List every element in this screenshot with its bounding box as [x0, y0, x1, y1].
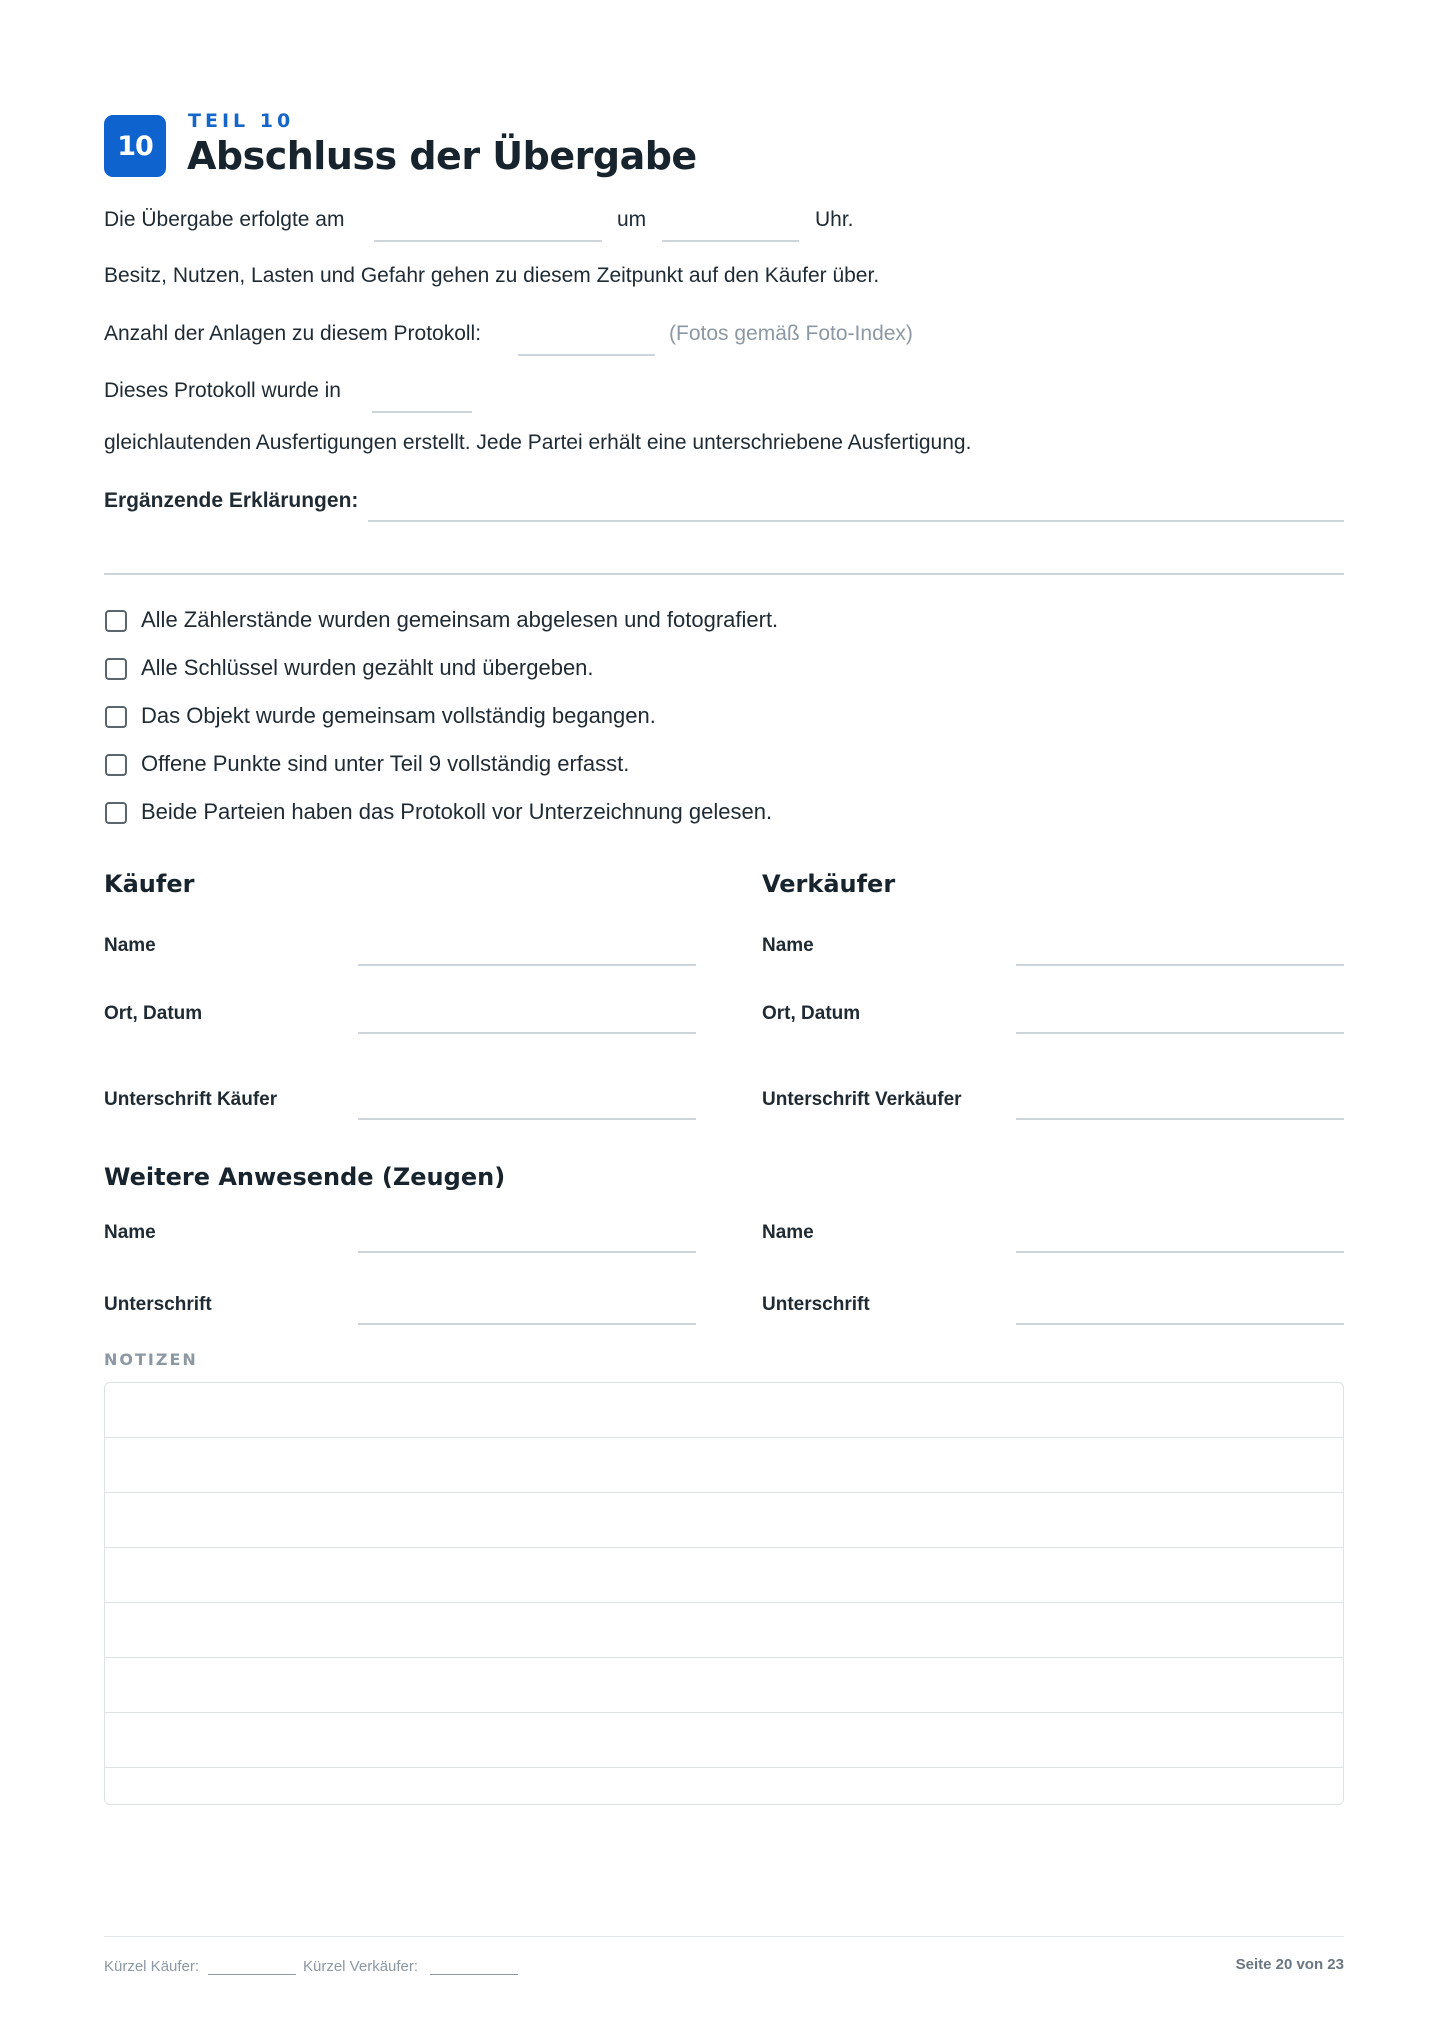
- notes-line: [105, 1767, 1343, 1768]
- copies-label: Dieses Protokoll wurde in: [104, 379, 341, 402]
- witness-right-signature-label: Unterschrift: [762, 1294, 870, 1315]
- buyer-initials-label: Kürzel Käufer:: [104, 1958, 200, 1975]
- witness-right-name-label: Name: [762, 1222, 814, 1243]
- checkbox-meter-readings[interactable]: [105, 610, 127, 632]
- buyer-signature-field[interactable]: [358, 1118, 696, 1120]
- buyer-heading: Käufer: [104, 870, 195, 898]
- footer-divider: [104, 1936, 1344, 1937]
- seller-initials-field[interactable]: [430, 1974, 518, 1975]
- section-number-badge: 10: [104, 115, 166, 177]
- notes-area[interactable]: [104, 1382, 1344, 1805]
- buyer-name-label: Name: [104, 935, 156, 956]
- page-number: Seite 20 von 23: [1235, 1956, 1344, 1973]
- buyer-initials-field[interactable]: [208, 1974, 296, 1975]
- buyer-place-date-field[interactable]: [358, 1032, 696, 1034]
- notes-line: [105, 1492, 1343, 1493]
- supplementary-label: Ergänzende Erklärungen:: [104, 489, 359, 512]
- handover-time-label: um: [617, 208, 647, 231]
- handover-time-suffix: Uhr.: [815, 208, 854, 231]
- witness-right-signature-field[interactable]: [1016, 1323, 1344, 1325]
- attachments-label: Anzahl der Anlagen zu diesem Protokoll:: [104, 322, 482, 345]
- section-eyebrow: TEIL 10: [188, 110, 295, 132]
- checkbox-protocol-read[interactable]: [105, 802, 127, 824]
- supplementary-field-line-2[interactable]: [104, 573, 1344, 575]
- seller-name-label: Name: [762, 935, 814, 956]
- attachments-hint: (Fotos gemäß Foto-Index): [669, 322, 913, 345]
- seller-signature-field[interactable]: [1016, 1118, 1344, 1120]
- handover-time-field[interactable]: [662, 240, 799, 242]
- copies-statement: gleichlautenden Ausfertigungen erstellt. Jede Partei erhält eine unterschriebene Ausfertigung.: [104, 431, 972, 454]
- notes-line: [105, 1437, 1343, 1438]
- checklist-item-label: Alle Schlüssel wurden gezählt und übergeben.: [141, 655, 594, 680]
- notes-line: [105, 1712, 1343, 1713]
- witness-left-signature-field[interactable]: [358, 1323, 696, 1325]
- page-title: Abschluss der Übergabe: [187, 134, 697, 178]
- seller-place-date-field[interactable]: [1016, 1032, 1344, 1034]
- notes-title: NOTIZEN: [104, 1350, 198, 1369]
- checklist-item-label: Alle Zählerstände wurden gemeinsam abgelesen und fotografiert.: [141, 607, 779, 632]
- witnesses-heading: Weitere Anwesende (Zeugen): [104, 1163, 506, 1191]
- seller-place-date-label: Ort, Datum: [762, 1003, 861, 1024]
- notes-line: [105, 1602, 1343, 1603]
- handover-date-label: Die Übergabe erfolgte am: [104, 208, 345, 231]
- buyer-place-date-label: Ort, Datum: [104, 1003, 203, 1024]
- notes-line: [105, 1547, 1343, 1548]
- seller-signature-label: Unterschrift Verkäufer: [762, 1089, 962, 1110]
- seller-initials-label: Kürzel Verkäufer:: [303, 1958, 419, 1975]
- buyer-signature-label: Unterschrift Käufer: [104, 1089, 278, 1110]
- seller-heading: Verkäufer: [762, 870, 896, 898]
- checkbox-open-points-recorded[interactable]: [105, 754, 127, 776]
- copies-count-field[interactable]: [372, 411, 472, 413]
- attachments-count-field[interactable]: [518, 354, 655, 356]
- checklist-item-label: Beide Parteien haben das Protokoll vor Unterzeichnung gelesen.: [141, 799, 773, 824]
- witness-left-name-label: Name: [104, 1222, 156, 1243]
- supplementary-field-line-1[interactable]: [368, 520, 1344, 522]
- checklist-item-label: Das Objekt wurde gemeinsam vollständig begangen.: [141, 703, 656, 728]
- checkbox-keys-handed-over[interactable]: [105, 658, 127, 680]
- notes-line: [105, 1657, 1343, 1658]
- checkbox-property-inspected[interactable]: [105, 706, 127, 728]
- seller-name-field[interactable]: [1016, 964, 1344, 966]
- witness-left-signature-label: Unterschrift: [104, 1294, 212, 1315]
- witness-left-name-field[interactable]: [358, 1251, 696, 1253]
- checklist-item-label: Offene Punkte sind unter Teil 9 vollständig erfasst.: [141, 751, 630, 776]
- transfer-statement: Besitz, Nutzen, Lasten und Gefahr gehen zu diesem Zeitpunkt auf den Käufer über.: [104, 264, 880, 287]
- handover-date-field[interactable]: [374, 240, 602, 242]
- witness-right-name-field[interactable]: [1016, 1251, 1344, 1253]
- buyer-name-field[interactable]: [358, 964, 696, 966]
